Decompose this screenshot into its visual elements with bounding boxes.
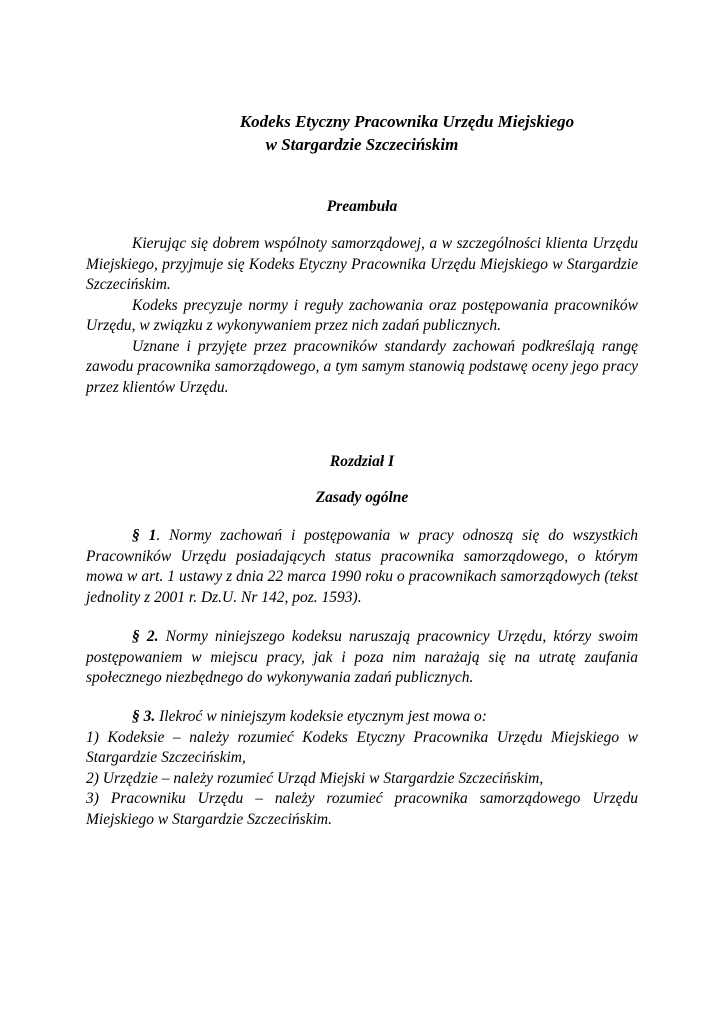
section-paragraph xyxy=(86,627,638,689)
title-line-2: w Stargardzie Szczecińskim xyxy=(265,135,459,154)
section-3 xyxy=(86,707,638,830)
chapter-title: Zasady ogólne xyxy=(315,489,409,506)
section-marker: § 3. xyxy=(132,708,156,725)
section-text: . Normy zachowań i postępowania w pracy odnoszą się do wszystkich Pracowników Urzędu posiadających status pracownika samorządowego, o którym mowa w art. 1 ustawy z dnia 22 marca 1990 roku o pracownikach samorządowych (tekst jednolity z 2001 r. Dz.U. Nr 142, poz. 1593). xyxy=(86,527,638,606)
preamble-paragraph: Kierując się dobrem wspólnoty samorządowej, a w szczególności klienta Urzędu Miejskiego, przyjmuje się Kodeks Etyczny Pracownika Urzędu Miejskiego w Stargardzie Szczecińskim. xyxy=(86,235,638,293)
section-1 xyxy=(86,526,638,608)
definition-item: 3) Pracowniku Urzędu – należy rozumieć pracownika samorządowego Urzędu Miejskiego w Stargardzie Szczecińskim. xyxy=(86,790,638,828)
title-line-1: Kodeks Etyczny Pracownika Urzędu Miejskiego xyxy=(239,112,575,131)
section-text: Ilekroć w niniejszym kodeksie etycznym jest mowa o: xyxy=(155,708,487,725)
document-title xyxy=(0,110,724,133)
preamble-body xyxy=(86,234,638,398)
section-2 xyxy=(86,627,638,689)
preamble-heading: Preambuła xyxy=(326,198,398,215)
section-paragraph xyxy=(86,707,638,728)
definition-item: 1) Kodeksie – należy rozumieć Kodeks Etyczny Pracownika Urzędu Miejskiego w Stargardzie Szczecińskim, xyxy=(86,728,638,766)
section-marker: § 2. xyxy=(132,628,159,645)
definition-item: 2) Urzędzie – należy rozumieć Urząd Miejski w Stargardzie Szczecińskim, xyxy=(86,769,544,787)
section-paragraph xyxy=(86,526,638,608)
section-text: Normy niniejszego kodeksu naruszają pracownicy Urzędu, którzy swoim postępowaniem w miejscu pracy, jak i poza nim narażają się na utratę zaufania społecznego niezbędnego do wykonywania zadań publicznych. xyxy=(86,628,639,686)
section-marker: § 1 xyxy=(132,527,157,544)
document-subtitle xyxy=(0,133,724,156)
preamble-paragraph: Kodeks precyzuje normy i reguły zachowania oraz postępowania pracowników Urzędu, w związku z wykonywaniem przez nich zadań publicznych. xyxy=(86,296,638,334)
preamble-paragraph: Uznane i przyjęte przez pracowników standardy zachowań podkreślają rangę zawodu pracownika samorządowego, a tym samym stanowią podstawę oceny jego pracy przez klientów Urzędu. xyxy=(86,337,638,396)
chapter-number: Rozdział I xyxy=(329,453,395,470)
